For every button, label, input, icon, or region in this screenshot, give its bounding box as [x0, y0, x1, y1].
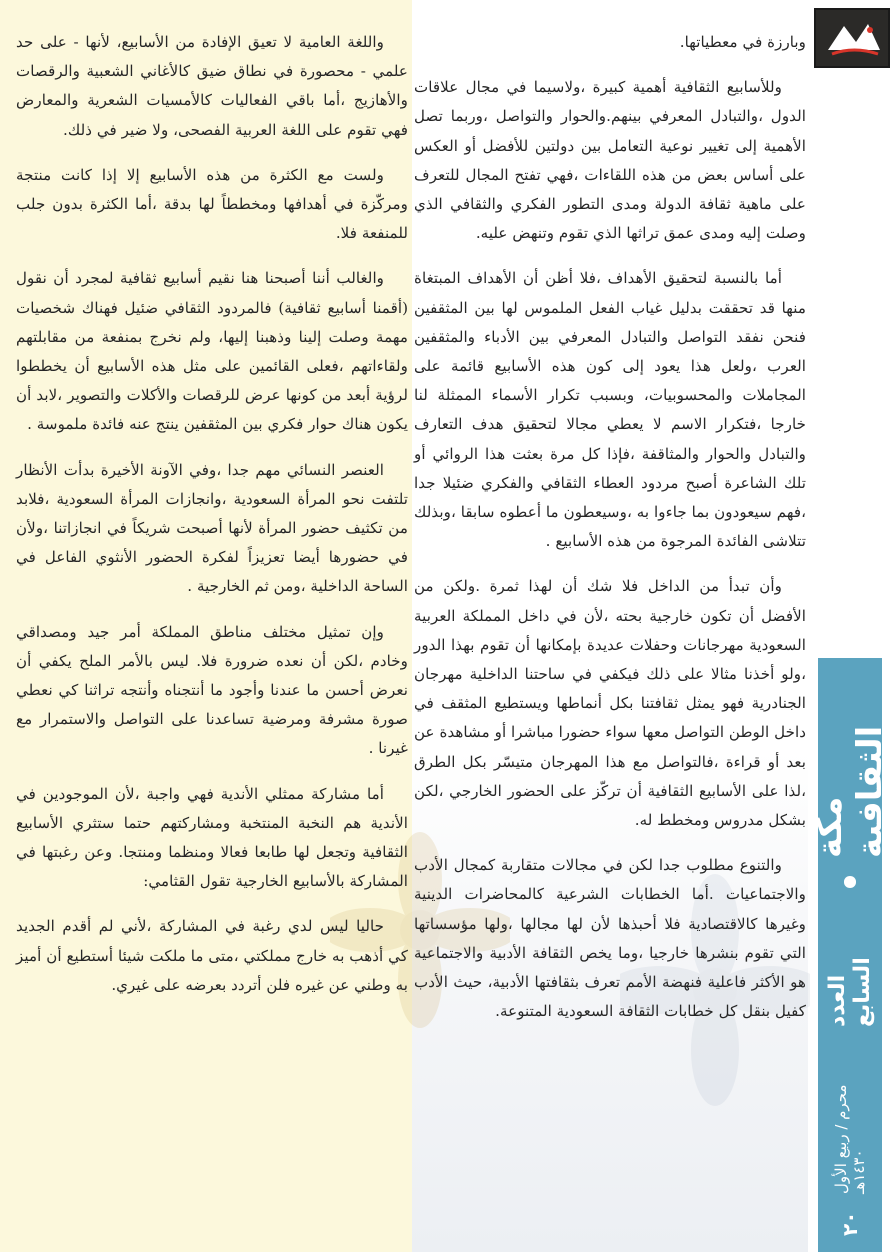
article-paragraph: وإن تمثيل مختلف مناطق المملكة أمر جيد ومصداقي وخادم ،لكن أن نعده ضرورة فلا. ليس بالأمر الملح يكفي أن نعرض أحسن ما عندنا وأجود ما أنتجناه وأنتجه تراثنا كي نعطي صورة مشرفة ومرضية تساعدنا على التواصل والاستمرار مع غيرنا .: [16, 622, 408, 758]
section-header-vertical: [810, 660, 890, 1250]
article-paragraph: وللأسابيع الثقافية أهمية كبيرة ،ولاسيما في مجال علاقات الدول ،والتبادل المعرفي بينهم.والحوار والتواصل ،وربما تصل الأهمية إلى تغيير نوعية التعامل بين دولتين للأفضل أو العكس على أساس بعض من هذه اللقاءات ،فهي تفتح المجال للتعرف على ماهية ثقافة الدولة ومدى التطور الفكري والثقافي الذي وصلت إليه ومدى عمق تراثها الذي تقوم وتنهض عليه.: [414, 78, 806, 243]
article-paragraph: والغالب أننا أصبحنا هنا نقيم أسابيع ثقافية لمجرد أن نقول (أقمنا أسابيع ثقافية) فالمردود الثقافي ضئيل فهناك شخصيات مهمة وصلت إلينا وذهبنا إليها، ولم نخرج بمنفعة من مقابلتهم ولقاءاتهم ،فعلى القائمين على مثل هذه الأسابيع أن يخططوا لرؤية أبعد من كونها عرض للرقصات والأكلات والتصوير ،لابد أن يكون هناك حوار فكري بين المثقفين ينتج عنه فائدة ملموسة .: [16, 269, 408, 434]
club-logo: [814, 8, 890, 68]
page-number: ٢٠: [838, 1211, 862, 1236]
article-paragraph: أما مشاركة ممثلي الأندية فهي واجبة ،لأن الموجودين في الأندية هم النخبة المنتخبة ومشاركتهم حتما ستثري الأسابيع الثقافية وتجعل لها طابعا فعالا ومنظما ومنتجا. وعن رغبتها في المشاركة بالأسابيع الخارجية تقول القثامي:: [16, 784, 408, 891]
article-paragraph: وبارزة في معطياتها.: [679, 33, 806, 51]
logo-emblem-icon: [822, 16, 886, 60]
issue-date: محرم / ربيع الأول ١٤٣٠هـ: [832, 1084, 868, 1194]
section-title: مكة الثقافية: [810, 726, 890, 859]
article-paragraph: حاليا ليس لدي رغبة في المشاركة ،لأني لم أقدم الجديد كي أذهب به خارج مملكتي ،متى ما ملكت شيئا أستطيع أن أميز به وطني عن غيره فلن أتردد بعرضه على غيري.: [16, 917, 408, 994]
article-paragraph: والتنوع مطلوب جدا لكن في مجالات متقاربة كمجال الأدب والاجتماعيات .أما الخطابات الشرعية كالمحاضرات الدينية وغيرها كالاقتصادية فلا أحبذها لأن لها مجالها ،ولها مؤسساتها التي تقوم بنشرها خارجيا ،وما يخص الثقافة الأدبية والاجتماعية هو الأكثر فاعلية فنهضة الأمم تعرف بثقافتها الأدبية، حيث الأدب كفيل بنقل كل خطابات الثقافة السعودية المتنوعة.: [414, 856, 806, 1021]
article-paragraph: ولست مع الكثرة من هذه الأسابيع إلا إذا كانت منتجة ومركّزة في أهدافها ومخططاً لها بدقة ،أما الكثرة بدون جلب للمنفعة فلا.: [16, 165, 408, 243]
article-paragraph: أما بالنسبة لتحقيق الأهداف ،فلا أظن أن الأهداف المبتغاة منها قد تحققت بدليل غياب الفعل الملموس لها بين المثقفين فنحن نفقد التواصل والتبادل المعرفي بين الأدباء والمثقفين العرب ،ولعل هذا يعود إلى كون هذه الأسابيع قائمة على المجاملات والمحسوبيات، وبسبب تكرار الأسماء الممثلة لنا خارجا ،فتكرار الاسم لا يعطي مجالا لتحقيق هدف التعارف والتبادل والحوار والمثاقفة ،فإذا كل مرة بعثت هذا الروائي أو تلك الشاعرة أصبح مردود العطاء الثقافي والفكري ضئيلا جدا ،فهم سيعودون بما جاءوا به ،وسيعطون ما أعطوه سابقا ،وبذلك تتلاشى الفائدة المرجوة من هذه الأسابيع .: [414, 269, 806, 551]
article-paragraph: وأن تبدأ من الداخل فلا شك أن لهذا ثمرة .ولكن من الأفضل أن تكون خارجية بحته ،لأن في داخل المملكة العربية السعودية مهرجانات وحفلات عديدة بإمكانها أن تقوم بهذا الدور ،ولو أخذنا مثالا على ذلك فيكفي في ساحتنا الداخلية مهرجان الجنادرية فهو يمثل ثقافتنا بكل أنماطها ويستطيع المثقف في داخل الوطن التواصل معها سواء حضورا مباشرا أو مشاهدة عن بعد أو قراءة ،فالتواصل مع هذا المهرجان متيسّر بكل الطرق ،لذا على الأسابيع الثقافية أن تركّز على الحضور الخارجي ،لكن بشكل مدروس ومخطط له.: [414, 577, 806, 830]
article-paragraph: العنصر النسائي مهم جدا ،وفي الآونة الأخيرة بدأت الأنظار تلتفت نحو المرأة السعودية ،وانجازات المرأة السعودية ،فلابد من تكثيف حضور المرأة لأنها أصبحت شريكاً في انجازاتنا ،ولأن في حضورها أيضا تعزيزاً لفكرة الحضور الأنثوي الفاعل في الساحة الداخلية ،ومن ثم الخارجية .: [16, 460, 408, 596]
separator-dot-icon: [844, 876, 856, 887]
article-column-left: [16, 28, 408, 1016]
issue-label: العدد السابع: [825, 957, 875, 1027]
article-paragraph: واللغة العامية لا تعيق الإفادة من الأسابيع، لأنها - على حد علمي - محصورة في نطاق ضيق كالأغاني الشعبية والرقصات والأهازيج ،أما باقي الفعاليات كالأمسيات الشعرية والمعارض فهي تقوم على اللغة العربية الفصحى، ولا ضير في ذلك.: [16, 33, 408, 139]
article-column-right: [414, 28, 806, 1043]
